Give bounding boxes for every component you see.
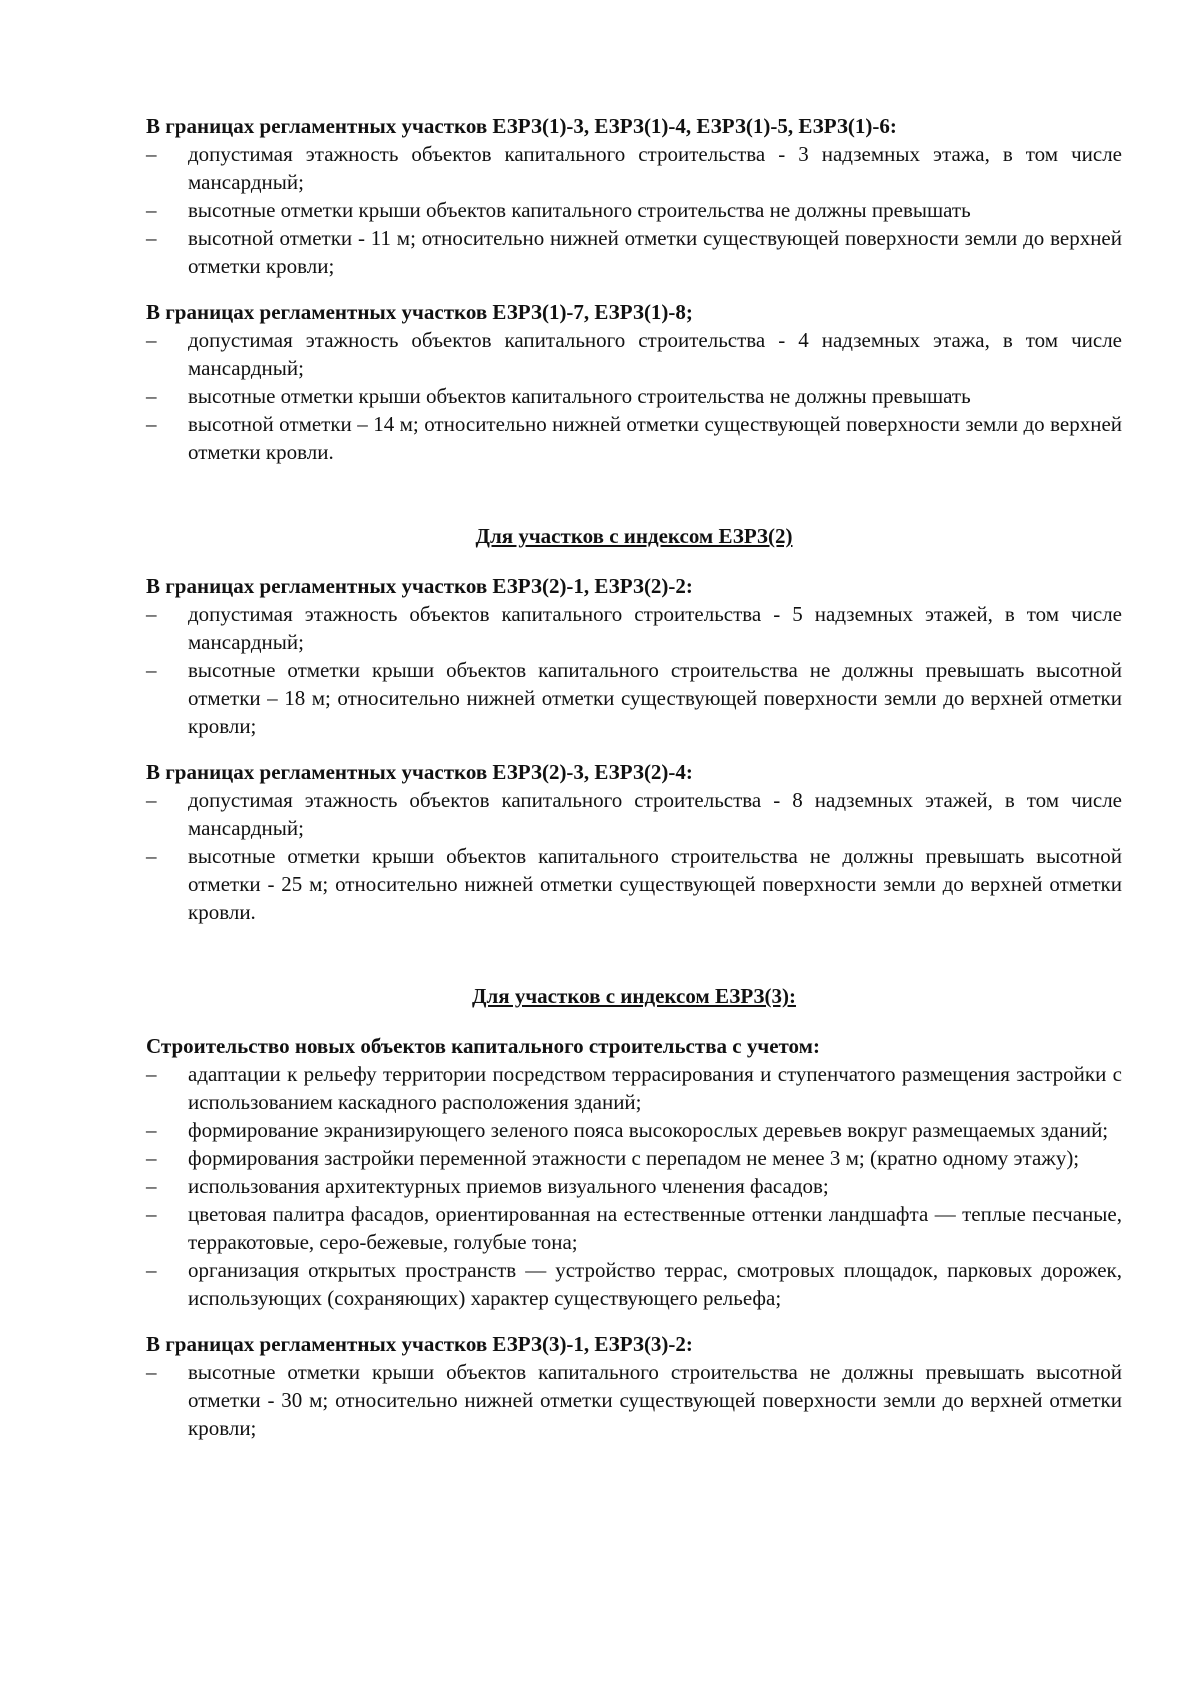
centered-heading: Для участков с индексом ЕЗРЗ(3):	[472, 984, 796, 1008]
bullet-list	[146, 600, 1122, 740]
dash-marker: –	[146, 1360, 157, 1384]
list-item-text: допустимая этажность объектов капитального строительства - 4 надземных этажа, в том числе мансардный;	[188, 328, 1122, 380]
list-item-text: цветовая палитра фасадов, ориентированная на естественные оттенки ландшафта — теплые песчаные, терракотовые, серо-бежевые, голубые тона;	[188, 1202, 1122, 1254]
list-item	[146, 140, 1122, 196]
section-heading: В границах регламентных участков ЕЗРЗ(2)-1, ЕЗРЗ(2)-2:	[146, 574, 693, 598]
bullet-list	[146, 326, 1122, 466]
section-heading: В границах регламентных участков ЕЗРЗ(1)-3, ЕЗРЗ(1)-4, ЕЗРЗ(1)-5, ЕЗРЗ(1)-6:	[146, 114, 897, 138]
section-heading: В границах регламентных участков ЕЗРЗ(1)-7, ЕЗРЗ(1)-8;	[146, 300, 693, 324]
list-item	[146, 1256, 1122, 1312]
dash-marker: –	[146, 602, 157, 626]
list-item-text: использования архитектурных приемов визуального членения фасадов;	[188, 1174, 829, 1198]
list-item-text: адаптации к рельефу территории посредством террасирования и ступенчатого размещения застройки с использованием каскадного расположения зданий;	[188, 1062, 1122, 1114]
dash-marker: –	[146, 658, 157, 682]
bullet-list	[146, 1358, 1122, 1442]
list-item	[146, 656, 1122, 740]
dash-marker: –	[146, 142, 157, 166]
list-item-text: высотные отметки крыши объектов капитального строительства не должны превышать высотной отметки - 25 м; относительно нижней отметки существующей поверхности земли до верхней отметки кровли.	[188, 844, 1122, 924]
list-item-text: формирование экранизирующего зеленого пояса высокорослых деревьев вокруг размещаемых зданий;	[188, 1118, 1109, 1142]
list-item-text: высотные отметки крыши объектов капитального строительства не должны превышать высотной отметки – 18 м; относительно нижней отметки существующей поверхности земли до верхней отметки кровли;	[188, 658, 1122, 738]
dash-marker: –	[146, 328, 157, 352]
dash-marker: –	[146, 412, 157, 436]
list-item	[146, 196, 1122, 224]
list-item-text: допустимая этажность объектов капитального строительства - 8 надземных этажей, в том числе мансардный;	[188, 788, 1122, 840]
dash-marker: –	[146, 1258, 157, 1282]
list-item	[146, 382, 1122, 410]
dash-marker: –	[146, 1202, 157, 1226]
list-item-text: допустимая этажность объектов капитального строительства - 5 надземных этажей, в том числе мансардный;	[188, 602, 1122, 654]
list-item	[146, 1200, 1122, 1256]
dash-marker: –	[146, 384, 157, 408]
list-item	[146, 1060, 1122, 1116]
list-item	[146, 600, 1122, 656]
dash-marker: –	[146, 1146, 157, 1170]
dash-marker: –	[146, 788, 157, 812]
list-item-text: высотной отметки – 14 м; относительно нижней отметки существующей поверхности земли до верхней отметки кровли.	[188, 412, 1122, 464]
section-heading: В границах регламентных участков ЕЗРЗ(3)-1, ЕЗРЗ(3)-2:	[146, 1332, 693, 1356]
list-item	[146, 1358, 1122, 1442]
bullet-list	[146, 786, 1122, 926]
list-item	[146, 326, 1122, 382]
bullet-list	[146, 140, 1122, 280]
list-item-text: высотные отметки крыши объектов капитального строительства не должны превышать	[188, 384, 971, 408]
list-item-text: высотные отметки крыши объектов капитального строительства не должны превышать высотной отметки - 30 м; относительно нижней отметки существующей поверхности земли до верхней отметки кровли;	[188, 1360, 1122, 1440]
dash-marker: –	[146, 226, 157, 250]
dash-marker: –	[146, 1062, 157, 1086]
list-item	[146, 1144, 1122, 1172]
list-item-text: высотные отметки крыши объектов капитального строительства не должны превышать	[188, 198, 971, 222]
list-item	[146, 786, 1122, 842]
list-item-text: высотной отметки - 11 м; относительно нижней отметки существующей поверхности земли до верхней отметки кровли;	[188, 226, 1122, 278]
dash-marker: –	[146, 844, 157, 868]
list-item	[146, 410, 1122, 466]
list-item	[146, 842, 1122, 926]
list-item-text: организация открытых пространств — устройство террас, смотровых площадок, парковых дорожек, использующих (сохраняющих) характер существующего рельефа;	[188, 1258, 1122, 1310]
section-heading: В границах регламентных участков ЕЗРЗ(2)-3, ЕЗРЗ(2)-4:	[146, 760, 693, 784]
dash-marker: –	[146, 1174, 157, 1198]
dash-marker: –	[146, 198, 157, 222]
list-item	[146, 1116, 1122, 1144]
section-heading: Строительство новых объектов капитального строительства с учетом:	[146, 1034, 820, 1058]
dash-marker: –	[146, 1118, 157, 1142]
list-item-text: формирования застройки переменной этажности с перепадом не менее 3 м; (кратно одному этажу);	[188, 1146, 1080, 1170]
bullet-list	[146, 1060, 1122, 1312]
list-item-text: допустимая этажность объектов капитального строительства - 3 надземных этажа, в том числе мансардный;	[188, 142, 1122, 194]
list-item	[146, 1172, 1122, 1200]
centered-heading: Для участков с индексом ЕЗРЗ(2)	[475, 524, 793, 548]
list-item	[146, 224, 1122, 280]
